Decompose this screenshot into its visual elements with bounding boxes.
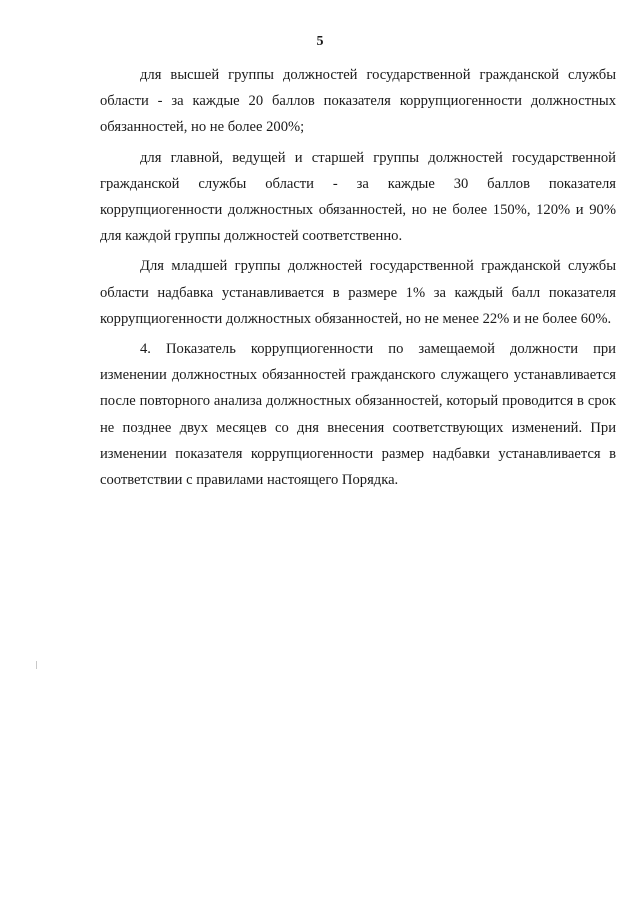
scan-margin-mark xyxy=(36,661,37,669)
paragraph-main-leading-senior-groups: для главной, ведущей и старшей группы должностей государственной гражданской службы области - за каждые 30 баллов показателя коррупциогенности должностных обязанностей, но не более 150%, 120% и 90% для каждой группы должностей соответственно. xyxy=(100,149,616,245)
paragraph-junior-group: Для младшей группы должностей государственной гражданской службы области надбавка устанавливается в размере 1% за каждый балл показателя коррупциогенности должностных обязанностей, но не менее 22% и не более 60%. xyxy=(100,258,616,327)
document-body xyxy=(100,62,616,497)
page-number: 5 xyxy=(316,34,324,49)
paragraph-item-4: 4. Показатель коррупциогенности по замещаемой должности при изменении должностных обязанностей гражданского служащего устанавливается после повторного анализа должностных обязанностей, который проводится в срок не позднее двух месяцев со дня внесения соответствующих изменений. При изменении показателя коррупциогенности размер надбавки устанавливается в соответствии с правилами настоящего Порядка. xyxy=(100,341,616,489)
paragraph-highest-group: для высшей группы должностей государственной гражданской службы области - за каждые 20 баллов показателя коррупциогенности должностных обязанностей, но не более 200%; xyxy=(100,67,616,136)
